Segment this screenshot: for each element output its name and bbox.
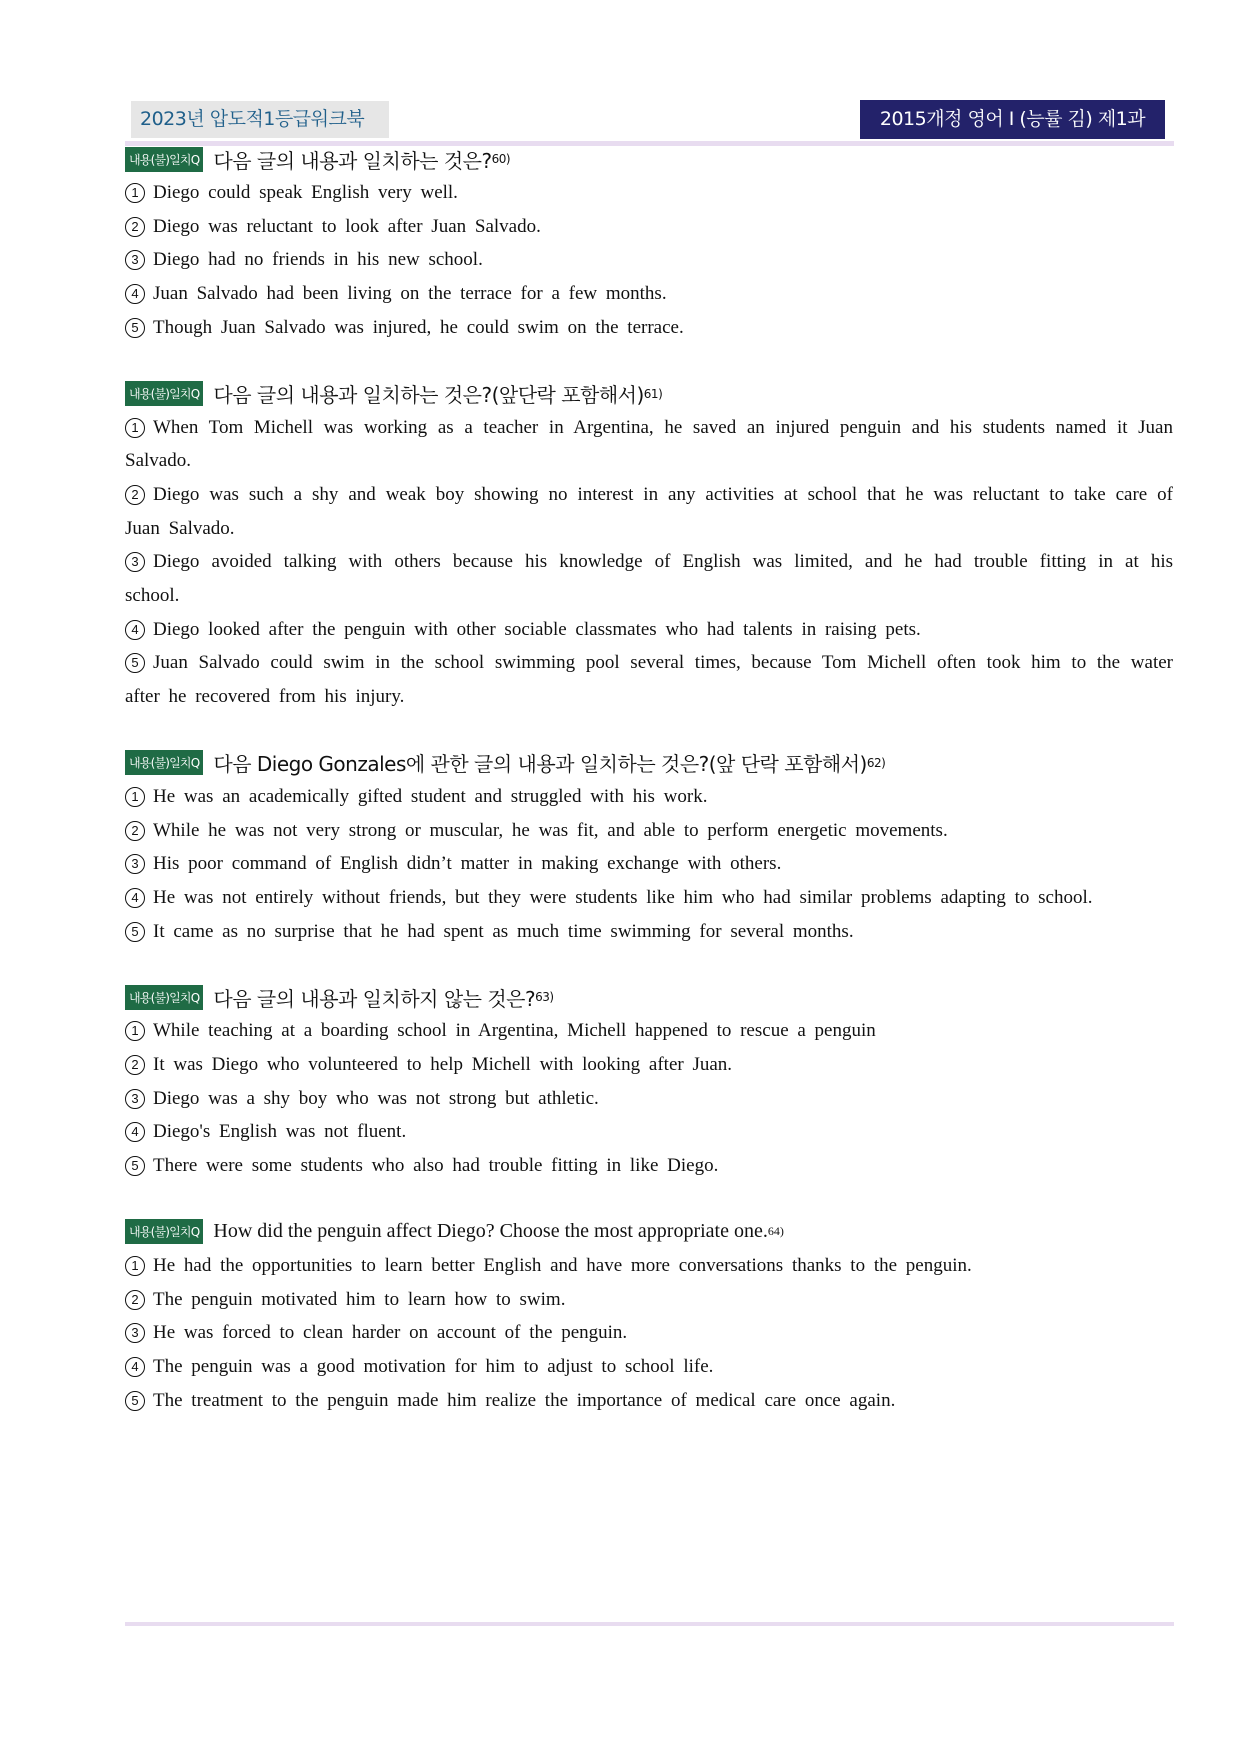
option-number-circle: 1 (125, 183, 145, 203)
answer-option[interactable] (125, 1283, 1173, 1317)
option-text: While he was not very strong or muscular, he was fit, and able to perform energetic movements. (153, 819, 948, 841)
option-number-circle: 4 (125, 1357, 145, 1377)
answer-option[interactable] (125, 311, 1173, 345)
option-text: Diego's English was not fluent. (153, 1121, 407, 1143)
question-text: 다음 Diego Gonzales에 관한 글의 내용과 일치하는 것은?(앞 단락 포함해서) (213, 752, 867, 777)
answer-option[interactable] (125, 847, 1173, 881)
option-text: Diego looked after the penguin with other sociable classmates who had talents in raising pets. (153, 618, 921, 640)
option-number-circle: 5 (125, 1391, 145, 1411)
question-heading (125, 746, 1173, 780)
answer-option[interactable] (125, 411, 1173, 478)
answer-option[interactable] (125, 613, 1173, 647)
question-type-badge: 내용(불)일치Q (125, 1219, 203, 1244)
footer-divider (125, 1622, 1174, 1626)
answer-option[interactable] (125, 478, 1173, 545)
question (125, 142, 1173, 345)
question-type-badge: 내용(불)일치Q (125, 381, 203, 406)
option-text: Diego was such a shy and weak boy showing no interest in any activities at school that he was reluctant to take care of Juan Salvado. (125, 483, 1173, 539)
option-number-circle: 1 (125, 1256, 145, 1276)
option-number-circle: 5 (125, 318, 145, 338)
option-number-circle: 3 (125, 854, 145, 874)
question-number: 61) (643, 386, 663, 401)
option-number-circle: 3 (125, 250, 145, 270)
option-number-circle: 3 (125, 552, 145, 572)
option-text: While teaching at a boarding school in Argentina, Michell happened to rescue a penguin (153, 1020, 876, 1042)
option-number-circle: 3 (125, 1089, 145, 1109)
answer-option[interactable] (125, 1115, 1173, 1149)
question-type-badge: 내용(불)일치Q (125, 985, 203, 1010)
answer-option[interactable] (125, 1384, 1173, 1418)
question (125, 377, 1173, 714)
option-text: Diego was reluctant to look after Juan Salvado. (153, 215, 541, 237)
option-text: He had the opportunities to learn better English and have more conversations thanks to the penguin. (153, 1254, 972, 1276)
answer-option[interactable] (125, 1048, 1173, 1082)
answer-option[interactable] (125, 210, 1173, 244)
option-text: Diego had no friends in his new school. (153, 249, 483, 271)
question-text: 다음 글의 내용과 일치하는 것은?(앞단락 포함해서) (213, 383, 644, 408)
option-number-circle: 4 (125, 284, 145, 304)
answer-option[interactable] (125, 780, 1173, 814)
option-number-circle: 2 (125, 1055, 145, 1075)
option-text: He was an academically gifted student and struggled with his work. (153, 785, 708, 807)
option-number-circle: 1 (125, 787, 145, 807)
question (125, 1215, 1173, 1418)
option-number-circle: 4 (125, 1122, 145, 1142)
question-heading (125, 377, 1173, 411)
answer-option[interactable] (125, 1149, 1173, 1183)
question-heading (125, 980, 1173, 1014)
option-text: When Tom Michell was working as a teacher in Argentina, he saved an injured penguin and his students named it Juan Salvado. (125, 416, 1173, 472)
option-number-circle: 2 (125, 821, 145, 841)
option-text: He was forced to clean harder on account of the penguin. (153, 1322, 628, 1344)
option-text: His poor command of English didn’t matter in making exchange with others. (153, 853, 782, 875)
question-type-badge: 내용(불)일치Q (125, 147, 203, 172)
option-text: Though Juan Salvado was injured, he could swim on the terrace. (153, 316, 684, 338)
answer-option[interactable] (125, 545, 1173, 612)
workbook-title: 2023년 압도적1등급워크북 (131, 101, 389, 138)
option-text: Diego avoided talking with others because his knowledge of English was limited, and he had trouble fitting in at his school. (125, 551, 1173, 607)
question-number: 63) (535, 990, 554, 1005)
option-text: Diego could speak English very well. (153, 182, 458, 203)
option-number-circle: 5 (125, 653, 145, 673)
option-text: The penguin was a good motivation for him to adjust to school life. (153, 1355, 714, 1377)
option-text: He was not entirely without friends, but they were students like him who had similar problems adapting to school. (153, 886, 1093, 908)
question-number: 62) (866, 755, 886, 770)
option-text: The treatment to the penguin made him realize the importance of medical care once again. (153, 1389, 896, 1411)
question-list (125, 142, 1173, 1449)
question-number: 60) (491, 152, 511, 166)
option-number-circle: 5 (125, 922, 145, 942)
option-text: It came as no surprise that he had spent as much time swimming for several months. (153, 920, 854, 942)
question-heading (125, 142, 1173, 176)
option-text: It was Diego who volunteered to help Michell with looking after Juan. (153, 1054, 733, 1076)
answer-option[interactable] (125, 277, 1173, 311)
option-text: Juan Salvado had been living on the terrace for a few months. (153, 283, 667, 305)
option-text: The penguin motivated him to learn how to swim. (153, 1288, 566, 1310)
answer-option[interactable] (125, 646, 1173, 713)
question-number: 64) (767, 1224, 784, 1239)
question (125, 746, 1173, 949)
answer-option[interactable] (125, 243, 1173, 277)
option-number-circle: 4 (125, 620, 145, 640)
option-number-circle: 1 (125, 1021, 145, 1041)
option-number-circle: 2 (125, 1290, 145, 1310)
question-heading (125, 1215, 1173, 1249)
question-text: 다음 글의 내용과 일치하는 것은? (213, 148, 492, 173)
lesson-title: 2015개정 영어 I (능률 김) 제1과 (860, 100, 1165, 139)
option-number-circle: 4 (125, 888, 145, 908)
answer-option[interactable] (125, 1350, 1173, 1384)
answer-option[interactable] (125, 176, 1173, 210)
answer-option[interactable] (125, 814, 1173, 848)
option-number-circle: 2 (125, 485, 145, 505)
answer-option[interactable] (125, 881, 1173, 915)
option-text: There were some students who also had trouble fitting in like Diego. (153, 1155, 719, 1177)
answer-option[interactable] (125, 1082, 1173, 1116)
option-number-circle: 2 (125, 217, 145, 237)
question-text: How did the penguin affect Diego? Choose the most appropriate one. (213, 1220, 768, 1243)
option-number-circle: 3 (125, 1323, 145, 1343)
answer-option[interactable] (125, 1316, 1173, 1350)
answer-option[interactable] (125, 1249, 1173, 1283)
question (125, 980, 1173, 1183)
option-text: Diego was a shy boy who was not strong but athletic. (153, 1087, 599, 1109)
question-text: 다음 글의 내용과 일치하지 않는 것은? (213, 986, 536, 1011)
option-text: Juan Salvado could swim in the school swimming pool several times, because Tom Michell often took him to the water after he recovered from his injury. (125, 652, 1173, 708)
option-number-circle: 5 (125, 1156, 145, 1176)
question-type-badge: 내용(불)일치Q (125, 750, 203, 775)
answer-option[interactable] (125, 1014, 1173, 1048)
option-number-circle: 1 (125, 418, 145, 438)
answer-option[interactable] (125, 915, 1173, 949)
